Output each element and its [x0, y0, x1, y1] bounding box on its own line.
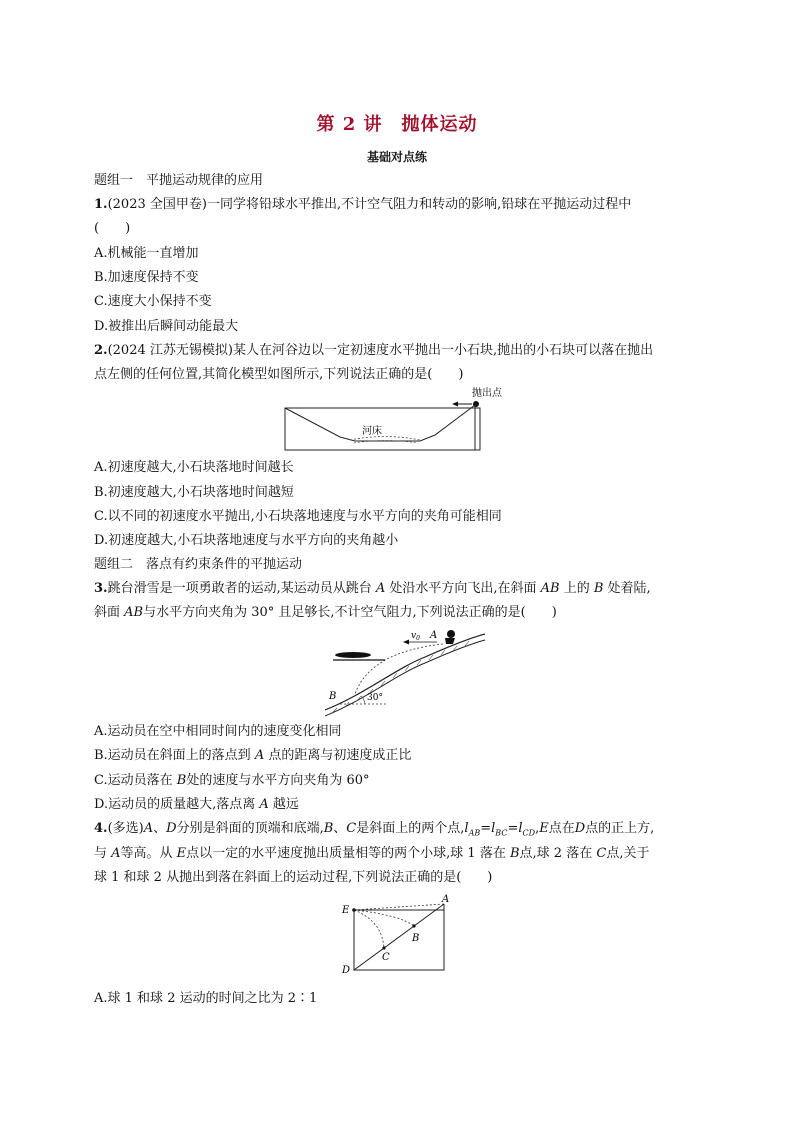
q3-number: 3.	[94, 581, 108, 596]
q3-stem-text-2: 处沿水平方向飞出,在斜面	[385, 581, 541, 596]
q4-fig-d-label: D	[342, 965, 351, 976]
q4-point-b-2: B	[509, 846, 520, 861]
q4-text-10: 点以一定的水平速度抛出质量相等的两个小球,球 1 落在	[186, 846, 510, 861]
q4-text-1: (多选)	[107, 821, 144, 836]
q3-option-d-text-1: D.运动员的质量越大,落点离	[94, 797, 260, 812]
q3-stem-text-3: 上的	[559, 581, 594, 596]
q4-text-6: 点在	[548, 821, 575, 836]
q3-option-c-text-2: 处的速度与水平方向夹角为 60°	[186, 773, 370, 788]
q4-eq-1: =	[480, 821, 492, 836]
q2-launch-point	[473, 401, 479, 407]
q3-point-a: A	[375, 581, 386, 596]
q4-l-ab: l	[464, 821, 469, 836]
q4-option-a: A.球 1 和球 2 运动的时间之比为 2∶1	[94, 991, 318, 1006]
q4-text-2: 、	[153, 821, 167, 836]
q2-stem-text-1: (2024 江苏无锡模拟)某人在河谷边以一定初速度水平抛出一小石块,抛出的小石块可以落在抛出	[107, 343, 654, 358]
q4-number: 4.	[94, 821, 108, 836]
q4-text-5: 是斜面上的两个点,	[356, 821, 465, 836]
q4-stem-line1	[94, 820, 714, 843]
q3-point-b: B	[593, 581, 604, 596]
q4-fig-e-label: E	[342, 905, 350, 916]
q4-text-3: 分别是斜面的顶端和底端,	[176, 821, 324, 836]
q3-option-c-point: B	[176, 773, 187, 788]
q3-fig-a-label: A	[430, 630, 438, 641]
page-title: 第 2 讲 抛体运动	[316, 114, 478, 135]
q1-option-c: C.速度大小保持不变	[94, 294, 212, 309]
q4-eq-2: =	[507, 821, 519, 836]
q4-point-b-marker	[412, 924, 415, 927]
q1-answer-bracket: ( )	[94, 221, 131, 236]
q3-stem-line1	[94, 580, 714, 598]
q2-fig-river-label: 河床	[362, 426, 382, 437]
q1-stem	[94, 196, 714, 214]
q4-point-d: D	[166, 821, 177, 836]
q2-stem-line2: 点左侧的任何位置,其简化模型如图所示,下列说法正确的是( )	[94, 367, 464, 382]
q3-option-b-text-1: B.运动员在斜面上的落点到	[94, 748, 255, 763]
q1-option-d: D.被推出后瞬间动能最大	[94, 319, 239, 334]
q4-l-bc: l	[491, 821, 496, 836]
q1-option-a: A.机械能一直增加	[94, 246, 199, 261]
section-title: 基础对点练	[366, 150, 427, 164]
q3-stem-line2	[94, 604, 714, 622]
q3-option-c	[94, 772, 714, 790]
q2-number: 2.	[94, 343, 108, 358]
q4-fig-c-label: C	[382, 952, 390, 963]
q3-option-d-text-2: 越远	[268, 797, 299, 812]
q3-fig-angle-label: 30°	[367, 693, 383, 703]
q4-point-c-2: C	[596, 846, 607, 861]
q3-option-a: A.运动员在空中相同时间内的速度变化相同	[94, 724, 342, 739]
q3-stem-text-4: 处着陆,	[603, 581, 651, 596]
q4-fig-a-label: A	[442, 894, 450, 905]
q3-stem-text-5: 斜面	[94, 605, 125, 620]
q4-text-7: 点的正上方,	[585, 821, 655, 836]
q2-option-d: D.初速度越大,小石块落地速度与水平方向的夹角越小	[94, 533, 399, 548]
q3-slope-ab-2: AB	[124, 605, 144, 620]
q4-text-8: 与	[94, 846, 112, 861]
q4-text-11: 点,球 2 落在	[519, 846, 597, 861]
q2-fig-launch-label: 抛出点	[472, 388, 502, 399]
q3-stem-text-6: 与水平方向夹角为 30° 且足够长,不计空气阻力,下列说法正确的是( )	[143, 605, 557, 620]
group-1-heading: 题组一 平抛运动规律的应用	[94, 173, 264, 188]
q1-stem-text: (2023 全国甲卷)一同学将铅球水平推出,不计空气阻力和转动的影响,铅球在平抛运动过程中	[107, 197, 632, 212]
q4-incline-figure	[338, 893, 458, 978]
q2-option-c: C.以不同的初速度水平抛出,小石块落地速度与水平方向的夹角可能相同	[94, 509, 502, 524]
q3-fig-b-label: B	[329, 691, 337, 702]
q4-text-4: 、	[333, 821, 347, 836]
q4-point-e: E	[539, 821, 549, 836]
q3-option-d	[94, 796, 714, 814]
q4-point-c: C	[346, 821, 357, 836]
q2-option-b: B.初速度越大,小石块落地时间越短	[94, 485, 294, 500]
q4-point-a: A	[143, 821, 154, 836]
q4-stem-line2	[94, 845, 714, 863]
q3-option-b	[94, 747, 714, 765]
q1-number: 1.	[94, 197, 108, 212]
q4-l-cd: l	[518, 821, 523, 836]
q2-river-valley-figure	[280, 383, 520, 453]
q4-fig-b-label: B	[412, 933, 420, 944]
q3-option-b-text-2: 点的距离与初速度成正比	[264, 748, 412, 763]
q3-option-d-point: A	[259, 797, 269, 812]
q4-sub-ab: AB	[468, 828, 481, 838]
q4-point-a-2: A	[111, 846, 121, 861]
q3-skier-icon	[447, 630, 455, 638]
q4-point-d-2: D	[574, 821, 586, 836]
q4-point-c-marker	[382, 946, 385, 949]
q4-point-b: B	[323, 821, 334, 836]
q1-option-b: B.加速度保持不变	[94, 270, 199, 285]
q3-stem-text-1: 跳台滑雪是一项勇敢者的运动,某运动员从跳台	[107, 581, 376, 596]
group-2-heading: 题组二 落点有约束条件的平抛运动	[94, 557, 303, 572]
q4-text-12: 点,关于	[606, 846, 650, 861]
q2-stem-line1	[94, 342, 714, 360]
q4-stem-line3: 球 1 和球 2 从抛出到落在斜面上的运动过程,下列说法正确的是( )	[94, 870, 493, 885]
q3-option-b-point: A	[254, 748, 265, 763]
q4-sub-bc: BC	[495, 828, 508, 838]
q3-option-c-text-1: C.运动员落在	[94, 773, 177, 788]
q3-slope-ab: AB	[540, 581, 560, 596]
q2-option-a: A.初速度越大,小石块落地时间越长	[94, 460, 294, 475]
q3-ski-jump-figure	[325, 624, 490, 720]
q4-point-e-2: E	[176, 846, 187, 861]
q4-text-9: 等高。从	[120, 846, 177, 861]
q4-sub-cd: CD	[522, 828, 536, 838]
q3-fig-v0-label: $v_0$	[411, 631, 420, 642]
q4-comma: ,	[535, 821, 540, 836]
